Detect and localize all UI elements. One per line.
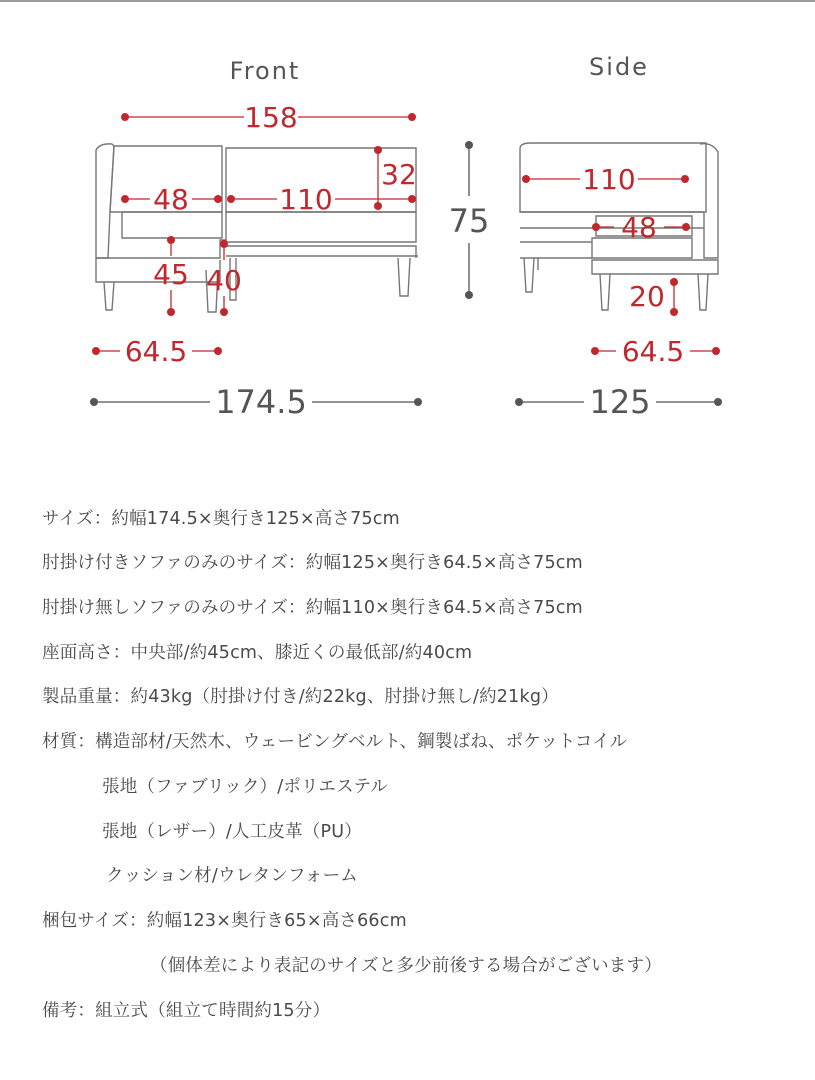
spec-package-size: 梱包サイズ：約幅123×奥行き65×高さ66cm [42,911,407,931]
spec-size-without-arm: 肘掛け無しソファのみのサイズ：約幅110×奥行き64.5×高さ75cm [42,598,583,618]
front-title: Front [229,57,301,85]
side-dim-110 [522,163,689,196]
spec-fabric: 張地（ファブリック）/ポリエステル [102,777,388,797]
spec-size: サイズ：約幅174.5×奥行き125×高さ75cm [42,509,400,529]
spec-size-with-arm: 肘掛け付きソファのみのサイズ：約幅125×奥行き64.5×高さ75cm [42,553,583,573]
front-dim-45-label: 45 [153,258,189,291]
spec-cushion: クッション材/ウレタンフォーム [106,866,358,886]
side-dim-125-label: 125 [589,383,651,421]
side-title: Side [589,53,649,81]
front-dim-32-label: 32 [381,158,417,191]
side-dim-48-label: 48 [621,211,657,244]
front-dim-174-5 [90,383,422,421]
side-dim-125 [515,383,722,421]
front-dim-75 [449,141,490,299]
front-dim-48-label: 48 [153,183,189,216]
spec-remarks: 備考：組立式（組立て時間約15分） [42,1001,331,1021]
spec-note-variance: （個体差により表記のサイズと多少前後する場合がございます） [150,956,662,976]
front-dim-158 [121,101,416,134]
front-dim-40-label: 40 [206,264,242,297]
front-sofa-drawing [96,144,418,312]
front-dim-40 [206,240,242,316]
spec-seat-height: 座面高さ：中央部/約45cm、膝近くの最低部/約40cm [42,643,473,663]
front-dim-45 [153,236,189,316]
front-dim-174-5-label: 174.5 [215,383,307,421]
front-dim-64-5 [92,335,222,368]
front-dim-64-5-label: 64.5 [124,335,188,368]
side-dim-64-5 [591,335,720,368]
spec-weight: 製品重量：約43kg（肘掛け付き/約22kg、肘掛け無し/約21kg） [42,687,559,707]
front-dim-75-label: 75 [448,202,490,240]
front-dim-158-label: 158 [244,101,298,134]
spec-material: 材質：構造部材/天然木、ウェービングベルト、鋼製ばね、ポケットコイル [42,732,628,752]
side-dim-110-label: 110 [582,163,636,196]
sofa-dimension-diagram [0,0,815,440]
side-dim-20 [629,278,678,316]
spec-leather: 張地（レザー）/人工皮革（PU） [102,822,362,842]
side-dim-64-5-label: 64.5 [621,335,685,368]
front-dim-48 [121,183,222,216]
side-dim-20-label: 20 [629,280,665,313]
front-dim-110-label: 110 [279,183,333,216]
